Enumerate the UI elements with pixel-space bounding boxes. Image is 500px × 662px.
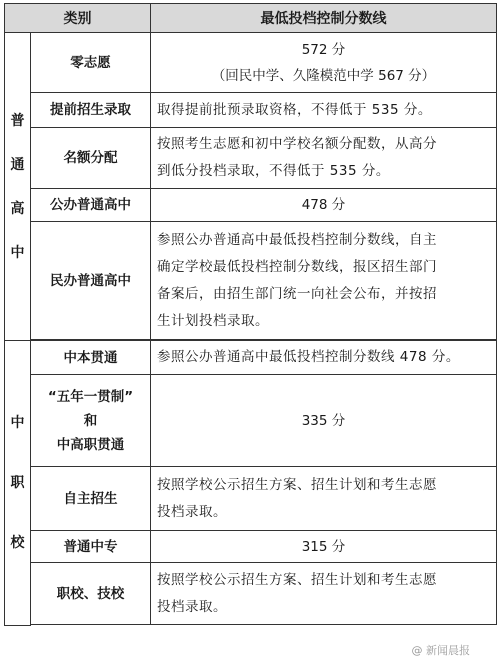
score-mingefenpei: 按照考生志愿和初中学校名额分配数，从高分 到低分投档录取，不得低于 535 分。 <box>151 128 497 189</box>
category-gongban: 公办普通高中 <box>31 189 151 222</box>
table-row <box>5 375 497 467</box>
category-tiqian: 提前招生录取 <box>31 93 151 128</box>
score-zhixiao: 按照学校公示招生方案、招生计划和考生志愿 投档录取。 <box>151 563 497 625</box>
admission-score-table <box>4 3 497 626</box>
category-minban: 民办普通高中 <box>31 222 151 340</box>
table-header-row <box>5 4 497 33</box>
score-putongzhongzhuan: 315 分 <box>151 531 497 563</box>
score-table-container <box>4 3 496 626</box>
header-min-score: 最低投档控制分数线 <box>151 4 497 33</box>
table-row <box>5 128 497 189</box>
table-row <box>5 341 497 375</box>
group-zhongzhixiao: 中 职 校 <box>5 341 31 626</box>
score-minban: 参照公办普通高中最低投档控制分数线，自主 确定学校最低投档控制分数线，报区招生部门 备案后，由招生部门统一向社会公布，并按招 生计划投档录取。 <box>151 222 497 340</box>
score-gongban: 478 分 <box>151 189 497 222</box>
table-row <box>5 467 497 531</box>
category-mingefenpei: 名额分配 <box>31 128 151 189</box>
group-putong-gaozhong: 普 通 高 中 <box>5 33 31 341</box>
score-tiqian: 取得提前批预录取资格，不得低于 535 分。 <box>151 93 497 128</box>
category-zizhu: 自主招生 <box>31 467 151 531</box>
table-row <box>5 531 497 563</box>
header-category: 类别 <box>5 4 151 33</box>
category-lingzhiyuan: 零志愿 <box>31 33 151 93</box>
table-row <box>5 563 497 625</box>
table-row <box>5 222 497 340</box>
table-row <box>5 33 497 93</box>
category-putongzhongzhuan: 普通中专 <box>31 531 151 563</box>
category-wunian: “五年一贯制” 和 中高职贯通 <box>31 375 151 467</box>
table-row <box>5 93 497 128</box>
score-wunian: 335 分 <box>151 375 497 467</box>
score-zizhu: 按照学校公示招生方案、招生计划和考生志愿 投档录取。 <box>151 467 497 531</box>
score-zhongben: 参照公办普通高中最低投档控制分数线 478 分。 <box>151 341 497 375</box>
score-lingzhiyuan: 572 分 （回民中学、久隆模范中学 567 分） <box>151 33 497 93</box>
table-row <box>5 189 497 222</box>
watermark: @ 新闻晨报 <box>411 644 470 657</box>
table-row-spacer <box>5 625 497 626</box>
category-zhongben: 中本贯通 <box>31 341 151 375</box>
category-zhixiao: 职校、技校 <box>31 563 151 625</box>
